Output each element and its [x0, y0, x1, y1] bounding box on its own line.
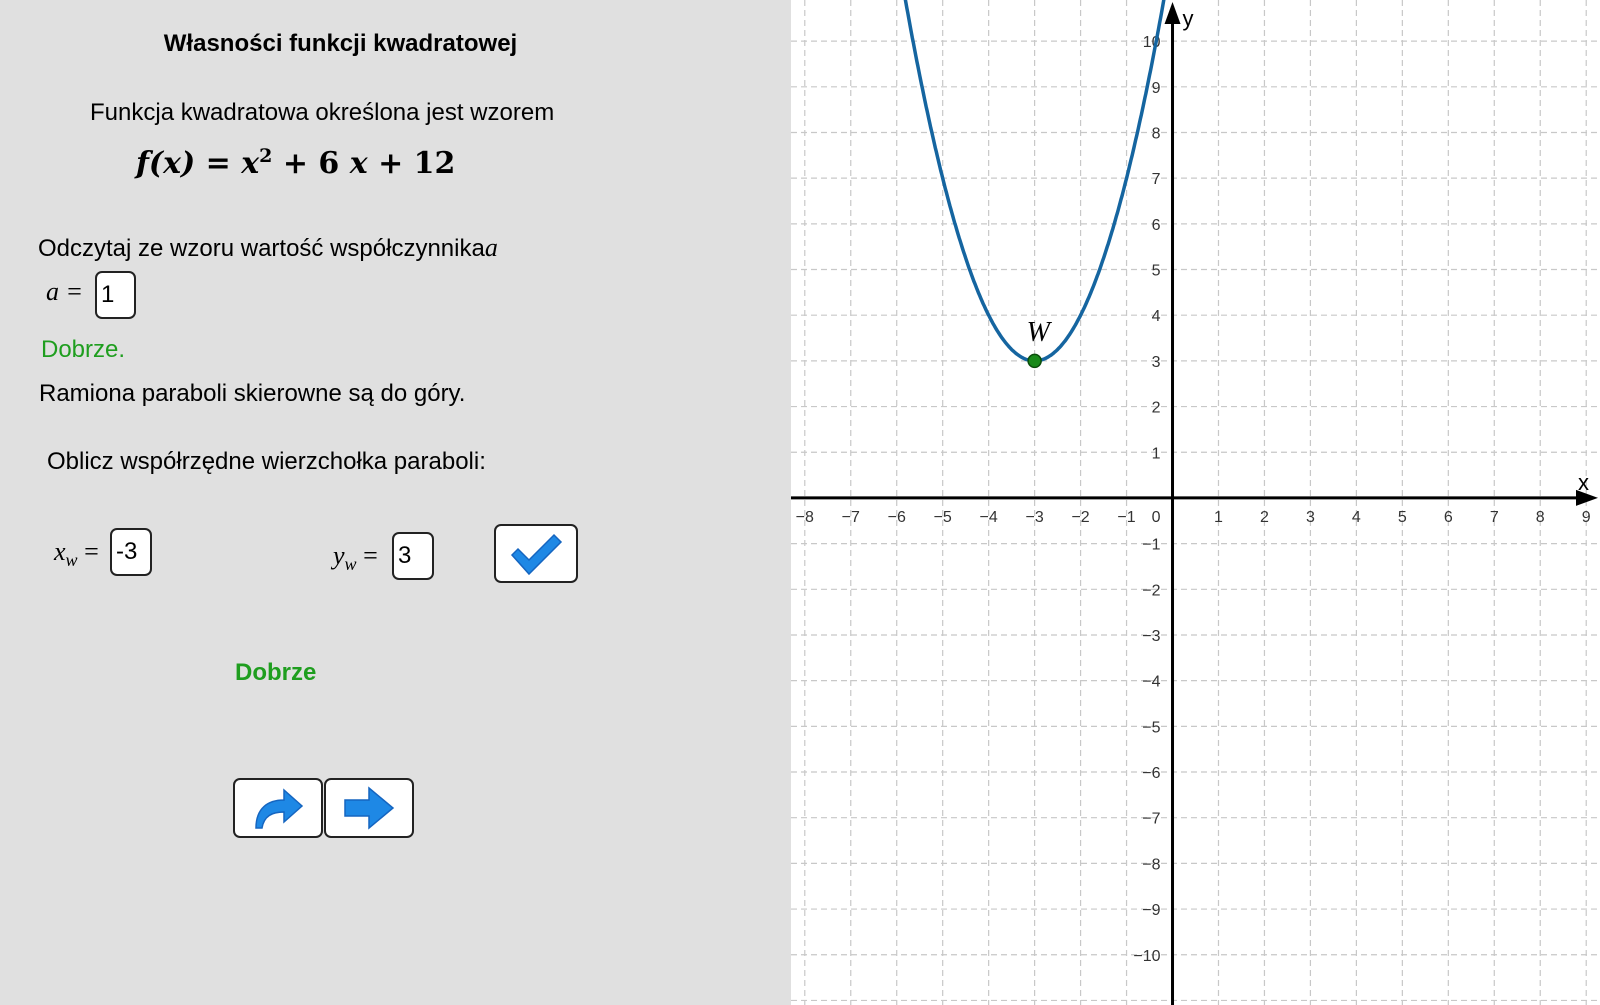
y-tick-label: 9: [1151, 79, 1161, 97]
y-tick-label: −10: [1133, 947, 1161, 965]
task-a-prompt: [38, 233, 498, 263]
grid: [791, 0, 1600, 1005]
yw-sub: w: [344, 554, 357, 575]
x-tick-label: 6: [1443, 508, 1453, 526]
next-button[interactable]: [324, 778, 414, 838]
yw-input[interactable]: 3: [392, 532, 434, 580]
yw-base: y: [333, 541, 345, 570]
page-title: Własności funkcji kwadratowej: [163, 30, 518, 57]
formula-x: x: [241, 146, 260, 181]
y-tick-label: −7: [1142, 810, 1161, 828]
x-tick-label: −6: [887, 508, 906, 526]
intro-text: Funkcja kwadratowa określona jest wzorem: [90, 99, 555, 126]
y-tick-label: −3: [1142, 627, 1161, 645]
x-tick-label: −5: [933, 508, 952, 526]
vertex-point: [1027, 317, 1053, 368]
task-a-prompt-text: Odczytaj ze wzoru wartość współczynnika: [38, 235, 485, 262]
origin-label: 0: [1151, 508, 1161, 526]
y-tick-label: −8: [1142, 856, 1161, 874]
task-a-var: a: [484, 233, 498, 262]
x-tick-label: 4: [1351, 508, 1361, 526]
x-tick-label: 3: [1305, 508, 1315, 526]
y-tick-label: 10: [1142, 34, 1161, 52]
formula-eq: =: [205, 146, 231, 181]
vertex-dot: [1028, 354, 1041, 367]
y-tick-label: −2: [1142, 582, 1161, 600]
xw-label: $x_w$ =: [54, 537, 99, 571]
redo-button[interactable]: [233, 778, 323, 838]
formula-constant: + 12: [378, 146, 456, 181]
y-tick-label: −5: [1142, 719, 1161, 737]
xw-base: x: [54, 537, 66, 566]
a-input[interactable]: 1: [95, 271, 136, 319]
x-tick-label: 1: [1214, 508, 1223, 526]
vertex-prompt: Oblicz współrzędne wierzchołka paraboli:: [47, 448, 486, 475]
yw-label: $y_w$ =: [333, 541, 378, 575]
y-tick-label: 6: [1151, 216, 1161, 234]
y-tick-label: 1: [1151, 445, 1161, 463]
formula-x-linear: x: [349, 146, 368, 181]
x-tick-label: 7: [1489, 508, 1499, 526]
xw-sub: w: [65, 550, 78, 571]
formula-exponent: 2: [259, 145, 273, 167]
x-tick-label: 5: [1397, 508, 1407, 526]
a-feedback: Dobrze.: [41, 336, 126, 363]
graph-view[interactable]: [791, 0, 1600, 1005]
formula-linear-coef: + 6: [282, 146, 340, 181]
function-formula: [136, 146, 455, 181]
xw-input[interactable]: -3: [110, 528, 152, 576]
x-tick-label: −3: [1025, 508, 1044, 526]
checkmark-icon: [508, 531, 564, 577]
x-tick-label: −1: [1117, 508, 1136, 526]
coordinate-plane[interactable]: [791, 0, 1600, 1005]
vertex-feedback: Dobrze: [235, 659, 317, 686]
check-button[interactable]: [494, 524, 578, 583]
y-tick-label: 3: [1151, 353, 1161, 371]
x-tick-label: 8: [1535, 508, 1545, 526]
x-tick-label: −2: [1071, 508, 1090, 526]
direction-text: Ramiona paraboli skierowne są do góry.: [39, 380, 466, 407]
left-panel: [0, 0, 791, 1005]
formula-lhs: f(x): [136, 146, 196, 181]
x-tick-label: 9: [1581, 508, 1591, 526]
y-tick-label: −1: [1142, 536, 1161, 554]
y-tick-label: −4: [1142, 673, 1161, 691]
x-tick-label: −4: [979, 508, 998, 526]
vertex-label: W: [1026, 316, 1050, 348]
x-tick-label: −8: [795, 508, 814, 526]
y-axis-arrow: [1165, 2, 1181, 24]
x-tick-label: −7: [841, 508, 860, 526]
y-tick-label: 5: [1151, 262, 1161, 280]
x-axis-label: x: [1578, 469, 1589, 495]
y-tick-label: 4: [1151, 308, 1161, 326]
y-tick-label: 2: [1151, 399, 1161, 417]
y-tick-label: −6: [1142, 765, 1161, 783]
y-tick-label: 8: [1151, 125, 1161, 143]
x-tick-label: 2: [1259, 508, 1269, 526]
axes: [791, 2, 1598, 1005]
redo-arrow-icon: [250, 784, 306, 832]
y-tick-label: −9: [1142, 902, 1161, 920]
a-label: a =: [46, 277, 84, 306]
right-arrow-icon: [341, 784, 397, 832]
y-axis-label: y: [1182, 6, 1194, 31]
y-tick-label: 7: [1151, 171, 1161, 189]
